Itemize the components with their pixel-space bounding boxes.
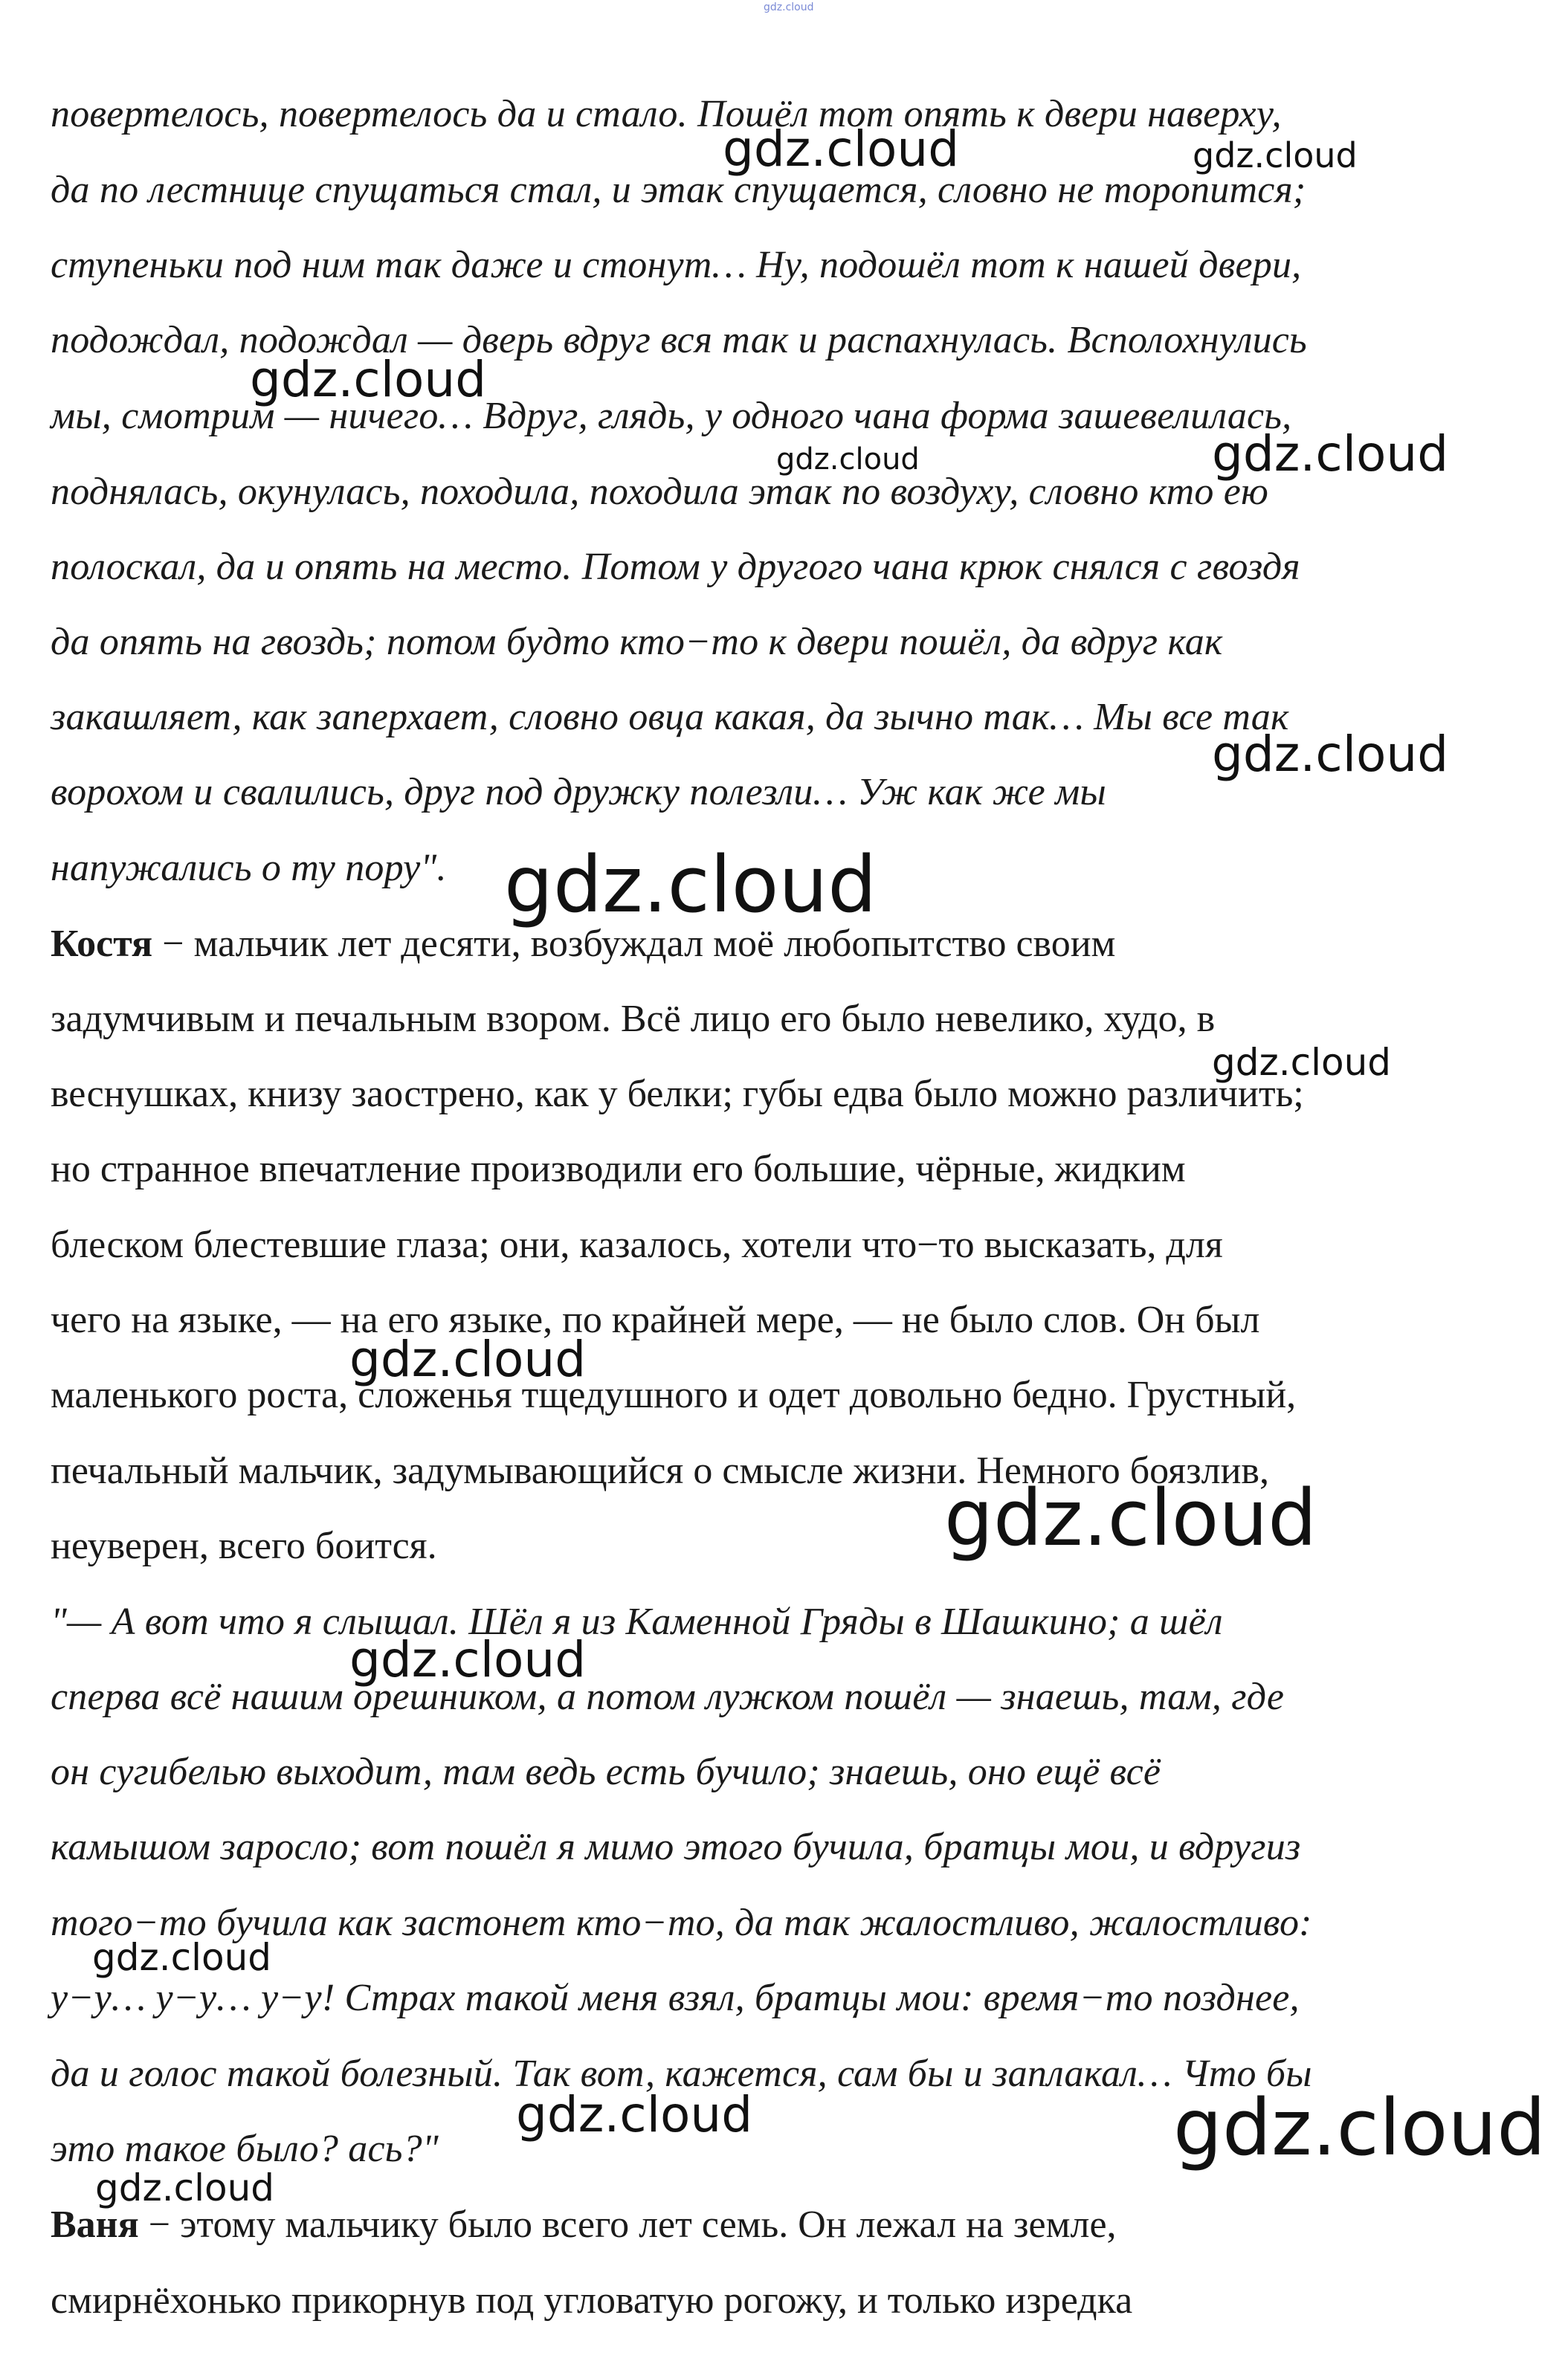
watermark: gdz.cloud [92, 1936, 272, 1979]
text-line: поднялась, окунулась, походила, походила этак по воздуху, словно кто ею [51, 471, 1268, 513]
watermark: gdz.cloud [349, 1631, 587, 1688]
watermark: gdz.cloud [1173, 2082, 1546, 2173]
text-line: ворохом и свалились, друг под дружку полезли… Уж как же мы [51, 771, 1106, 813]
watermark: gdz.cloud [1212, 1041, 1392, 1084]
watermark: gdz.cloud [516, 2086, 753, 2143]
text-line: полоскал, да и опять на место. Потом у другого чана крюк снялся с гвоздя [51, 546, 1300, 588]
character-name: Ваня [51, 2204, 139, 2246]
text-line: смирнёхонько прикорнув под угловатую рогожу, и только изредка [51, 2279, 1133, 2322]
text-line: ступеньки под ним так даже и стонут… Ну, подошёл тот к нашей двери, [51, 244, 1302, 286]
watermark: gdz.cloud [250, 351, 487, 408]
text-line: это такое было? ась?" [51, 2128, 439, 2170]
text-line: напужались о ту пору". [51, 847, 447, 889]
watermark: gdz.cloud [1212, 726, 1449, 783]
watermark: gdz.cloud [349, 1331, 587, 1388]
watermark: gdz.cloud [1193, 135, 1358, 175]
watermark: gdz.cloud [504, 839, 877, 930]
watermark: gdz.cloud [944, 1473, 1317, 1563]
text-line: да опять на гвоздь; потом будто кто−то к двери пошёл, да вдруг как [51, 621, 1223, 663]
text-line: сперва всё нашим орешником, а потом лужком пошёл — знаешь, там, где [51, 1676, 1285, 1718]
text-line: блеском блестевшие глаза; они, казалось, хотели что−то высказать, для [51, 1224, 1223, 1266]
text-line: неуверен, всего боится. [51, 1525, 437, 1567]
header-watermark: gdz.cloud [764, 1, 814, 13]
text-line: да по лестнице спущаться стал, и этак спущается, словно не торопится; [51, 169, 1306, 211]
text-line: закашляет, как заперхает, словно овца какая, да зычно так… Мы все так [51, 696, 1289, 738]
watermark: gdz.cloud [1212, 425, 1449, 482]
character-name: Костя [51, 923, 153, 965]
text-line: подождал, подождал — дверь вдруг вся так и распахнулась. Всполохнулись [51, 319, 1307, 361]
text-line: повертелось, повертелось да и стало. Пошёл тот опять к двери наверху, [51, 93, 1282, 135]
text-span: − этому мальчику было всего лет семь. Он лежал на земле, [138, 2204, 1117, 2246]
text-line: маленького роста, сложенья тщедушного и одет довольно бедно. Грустный, [51, 1374, 1297, 1416]
text-line: у−у… у−у… у−у! Страх такой меня взял, братцы мои: время−то позднее, [51, 1977, 1300, 2019]
watermark: gdz.cloud [95, 2166, 275, 2209]
text-line: мы, смотрим — ничего… Вдруг, глядь, у одного чана форма зашевелилась, [51, 395, 1292, 437]
text-line: "— А вот что я слышал. Шёл я из Каменной Гряды в Шашкино; а шёл [51, 1601, 1223, 1643]
text-line: да и голос такой болезный. Так вот, кажется, сам бы и заплакал… Что бы [51, 2053, 1312, 2095]
text-line: чего на языке, — на его языке, по крайней мере, — не было слов. Он был [51, 1299, 1260, 1341]
text-line: задумчивым и печальным взором. Всё лицо его было невелико, худо, в [51, 998, 1216, 1040]
text-line: печальный мальчик, задумывающийся о смысле жизни. Немного боязлив, [51, 1450, 1269, 1492]
watermark: gdz.cloud [776, 442, 920, 477]
text-line: но странное впечатление производили его большие, чёрные, жидким [51, 1148, 1186, 1190]
text-line: камышом заросло; вот пошёл я мимо этого бучила, братцы мои, и вдругиз [51, 1826, 1301, 1868]
text-line: веснушках, книзу заострено, как у белки; губы едва было можно различить; [51, 1073, 1304, 1115]
text-line: того−то бучила как застонет кто−то, да так жалостливо, жалостливо: [51, 1902, 1312, 1944]
text-line: он сугибелью выходит, там ведь есть бучило; знаешь, оно ещё всё [51, 1751, 1161, 1793]
character-paragraph-vanya [51, 2203, 1117, 2247]
text-span: − мальчик лет десяти, возбуждал моё любопытство своим [152, 923, 1116, 965]
watermark: gdz.cloud [723, 120, 960, 178]
